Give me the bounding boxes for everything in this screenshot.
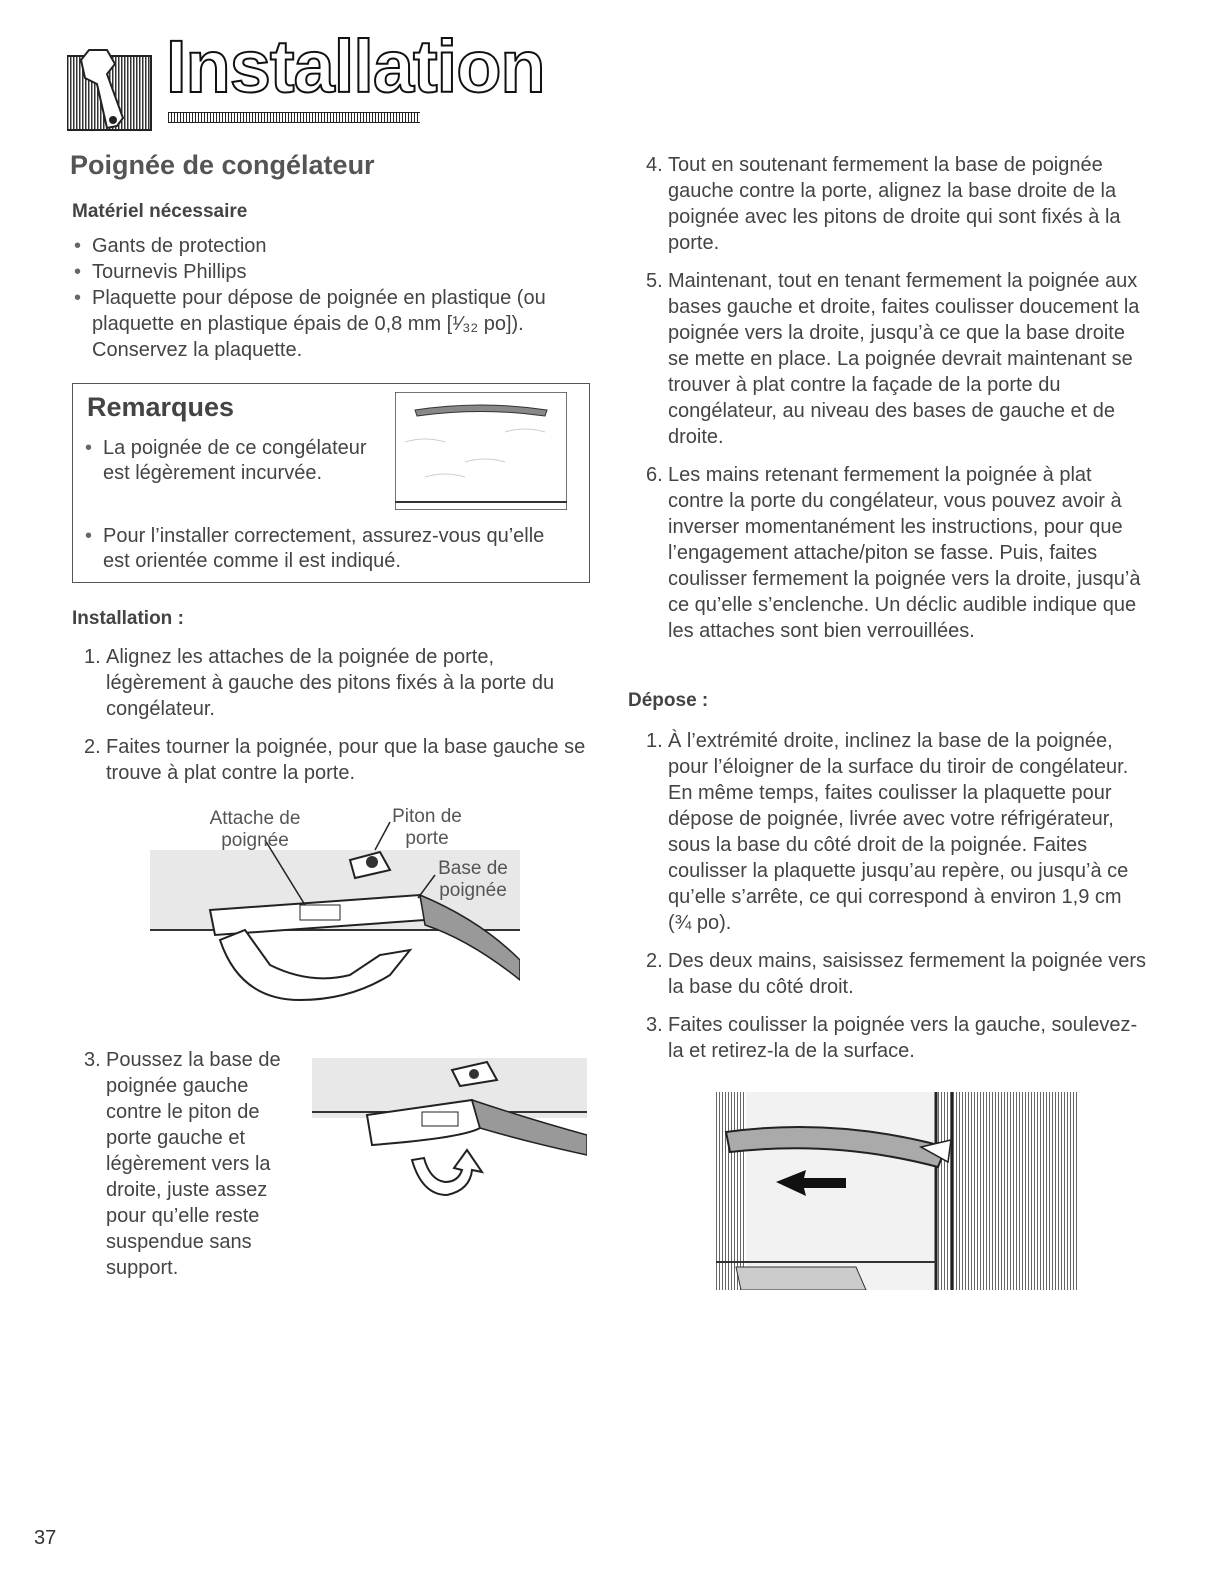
step-text: Faites tourner la poignée, pour que la base gauche se trouve à plat contre la porte. [106, 736, 586, 784]
notes-list-2 [83, 524, 573, 574]
step-item [646, 948, 1146, 1000]
step-text: Les mains retenant fermement la poignée à plat contre la porte du congélateur, vous pouvez avoir à inverser momentanément les instructions, pour que l’engagement attache/piton se fasse. Puis, faites coulisser fermement la poignée vers la droite, jusqu’à ce qu’elle s’enclenche. Un déclic audible indique que les attaches sont bien verrouillées. [668, 464, 1141, 642]
step-item [84, 1047, 294, 1281]
step-number: 1. [84, 646, 101, 668]
curved-handle-illustration [395, 392, 567, 510]
step-number: 1. [646, 730, 663, 752]
step-item [646, 152, 1146, 256]
label-handle-base: Base de poignée [438, 858, 508, 901]
installation-step-3 [84, 1047, 294, 1293]
page-title: Installation [166, 25, 545, 108]
step-text: Des deux mains, saisissez fermement la poignée vers la base du côté droit. [668, 950, 1146, 998]
step-item [646, 1012, 1146, 1064]
step-text: Alignez les attaches de la poignée de porte, légèrement à gauche des pitons fixés à la porte du congélateur. [106, 646, 555, 720]
step-item [84, 644, 589, 722]
notes-list [83, 436, 373, 486]
note-item: • La poignée de ce congélateur est légèrement incurvée. [83, 436, 373, 486]
label-handle-clip: Attache de poignée [209, 808, 301, 851]
step-text: Tout en soutenant fermement la base de poignée gauche contre la porte, alignez la base droite de la poignée avec les pitons de droite qui sont fixés à la porte. [668, 154, 1121, 254]
step-item [646, 462, 1146, 644]
page-number: 37 [34, 1527, 57, 1549]
step-number: 3. [646, 1014, 663, 1036]
step-text: Faites coulisser la poignée vers la gauche, soulevez-la et retirez-la de la surface. [668, 1014, 1138, 1062]
removal-steps [646, 728, 1146, 1076]
installation-steps-continued [646, 152, 1146, 656]
notes-box [72, 383, 590, 583]
notes-title: Remarques [87, 392, 235, 422]
section-title: Poignée de congélateur [70, 150, 375, 180]
title-underline [168, 112, 420, 123]
material-item: • Gants de protection [72, 233, 592, 259]
step-text: À l’extrémité droite, inclinez la base de la poignée, pour l’éloigner de la surface du tiroir de congélateur. En même temps, faites coulisser la plaquette pour dépose de poignée, livrée avec votre réfrigérateur, sous la base du côté droit de la poignée. Faites coulisser la plaquette jusqu’au repère, ou jusqu’à ce qu’elle s’arrête, ce qui correspond à environ 1,9 cm (¾ po). [668, 730, 1129, 934]
step-number: 4. [646, 154, 663, 176]
step-number: 6. [646, 464, 663, 486]
material-item: • Tournevis Phillips [72, 259, 592, 285]
step-text: Poussez la base de poignée gauche contre le piton de porte gauche et légèrement vers la droite, juste assez pour qu’elle reste suspendue sans support. [106, 1049, 281, 1279]
step-number: 2. [646, 950, 663, 972]
removal-heading: Dépose : [628, 690, 709, 711]
note-item: • Pour l’installer correctement, assurez-vous qu’elle est orientée comme il est indiqué. [83, 524, 573, 574]
step-item [646, 728, 1146, 936]
wrench-icon [67, 48, 157, 134]
step-number: 2. [84, 736, 101, 758]
installation-steps [84, 644, 589, 798]
handle-hook-illustration [312, 1050, 587, 1210]
step-number: 5. [646, 270, 663, 292]
material-item: • Plaquette pour dépose de poignée en plastique (ou plaquette en plastique épais de 0,8 mm [¹⁄₃₂ po]). Conservez la plaquette. [72, 285, 592, 363]
materials-list [72, 233, 592, 363]
step-item [84, 734, 589, 786]
step-number: 3. [84, 1049, 101, 1071]
materials-heading: Matériel nécessaire [72, 201, 248, 222]
label-door-stud: Piton de porte [392, 806, 462, 849]
step-item [646, 268, 1146, 450]
handle-removal-illustration [716, 1092, 1078, 1290]
installation-heading: Installation : [72, 608, 184, 629]
step-text: Maintenant, tout en tenant fermement la poignée aux bases gauche et droite, faites coulisser doucement la poignée vers la droite, jusqu’à ce que la base droite se mette en place. La poignée devrait maintenant se trouver à plat contre la façade de la porte du congélateur, au niveau des bases de gauche et de droite. [668, 270, 1140, 448]
